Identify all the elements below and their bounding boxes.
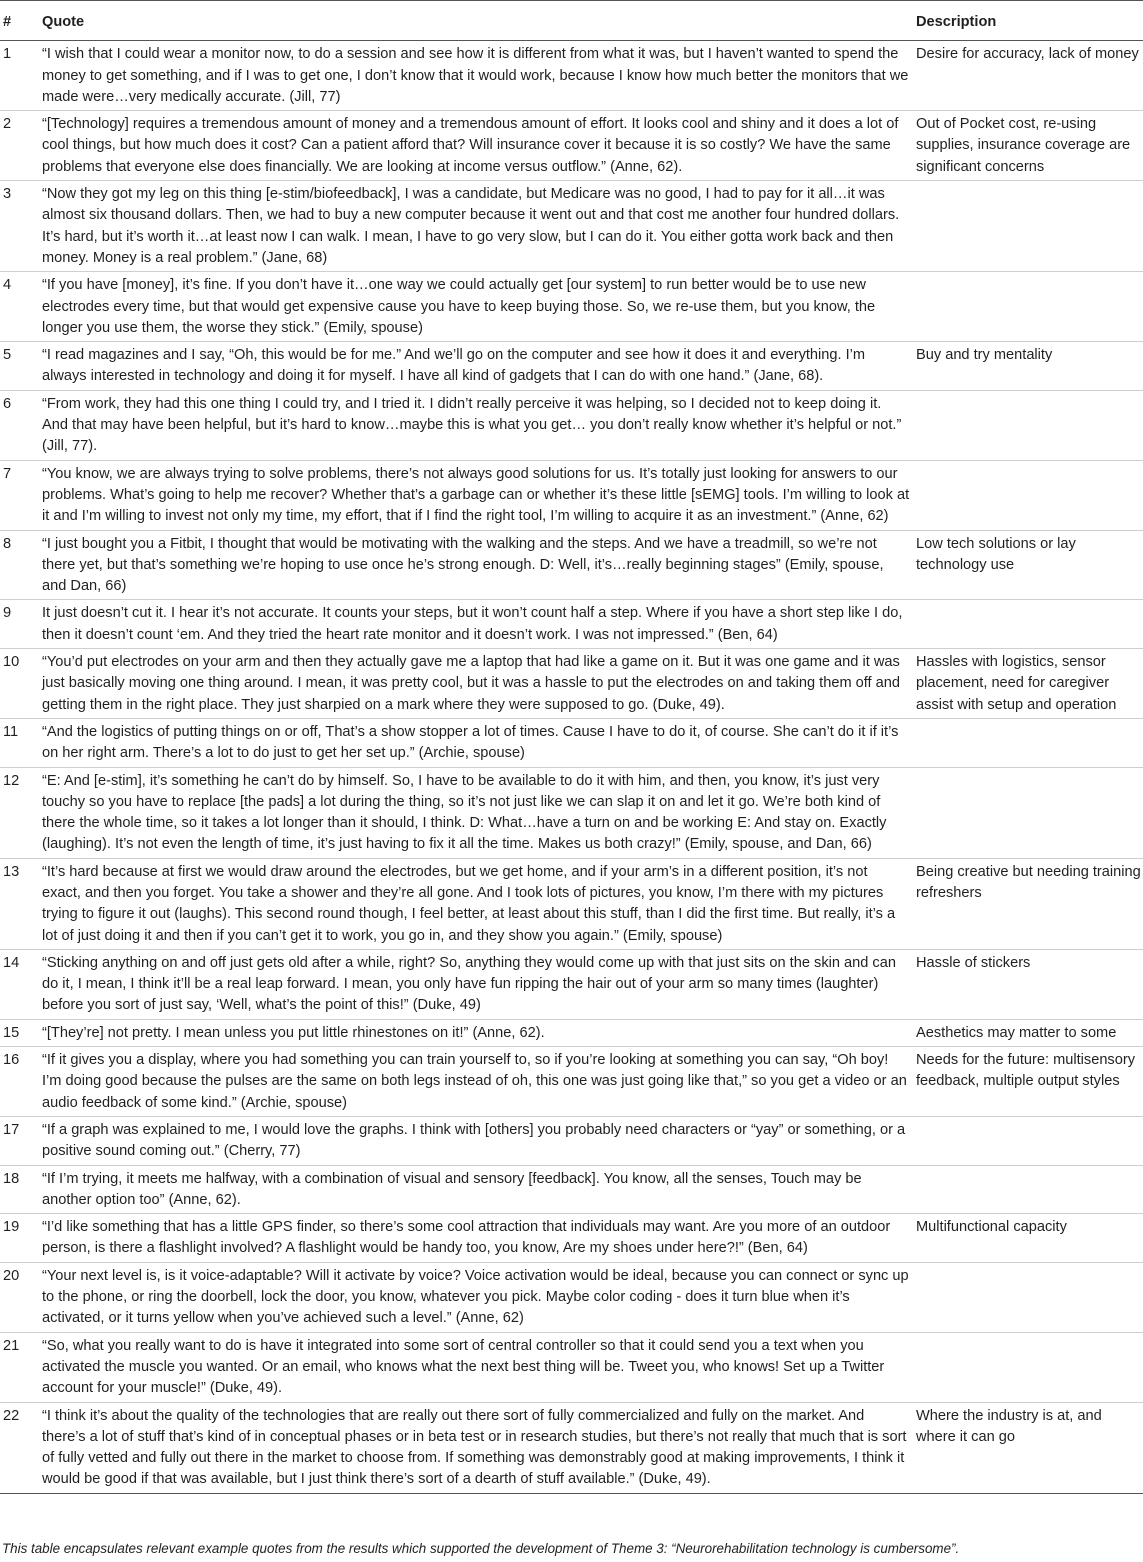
- row-description: Aesthetics may matter to some: [916, 1024, 1117, 1041]
- table-row: [0, 41, 1143, 111]
- table-row: [0, 600, 1143, 649]
- table-row: [0, 390, 1143, 460]
- row-quote: “If I’m trying, it meets me halfway, with a combination of visual and sensory [feedback]. You know, all the senses, Touch may be another option too” (Anne, 62).: [42, 1170, 862, 1208]
- row-number: 1: [3, 46, 12, 63]
- table-row: [0, 1165, 1143, 1214]
- row-quote: “Now they got my leg on this thing [e-stim/biofeedback], I was a candidate, but Medicare was no good, I had to pay for it all…it was almost six thousand dollars. Then, we had to buy a new computer because it went out and that cost me another four hundred dollars. It’s hard, but it’s worth it…at least now I can walk. I mean, I have to go very slow, but I can do it. You either gotta work back and then money. Money is a real problem.” (Jane, 68): [42, 186, 900, 266]
- row-number: 21: [3, 1337, 20, 1354]
- row-number: 9: [3, 605, 12, 622]
- row-description: Hassle of stickers: [916, 954, 1031, 971]
- row-quote: It just doesn’t cut it. I hear it’s not accurate. It counts your steps, but it won’t count half a step. Where if you have a short step like I do, then it doesn’t count ‘em. And they tried the heart rate monitor and it doesn’t work. I was not impressed.” (Ben, 64): [42, 605, 903, 643]
- table-row: [0, 342, 1143, 391]
- row-quote: “E: And [e-stim], it’s something he can’t do by himself. So, I have to be available to do it with him, and then, you know, it’s just very touchy so you have to replace [the pads] a lot during the thing, so it’s not just like we can slap it on and let it go. We’re both kind of there the whole time, so it takes a lot longer than it should, I think. D: What…have a turn on and be working E: And stay on. Exactly (laughing). It’s not even the length of time, it’s just having to fix it all the time. Makes us both crazy!” (Emily, spouse, and Dan, 66): [42, 772, 887, 853]
- header-number: #: [3, 14, 12, 30]
- row-quote: “You’d put electrodes on your arm and then they actually gave me a laptop that had like a game on it. But it was one game and it was just basically moving one thing around. I mean, it was pretty cool, but it was a hassle to put the electrodes on and taking them off and getting them in the right place. They just sharpied on a mark where they were supposed to go. (Duke, 49).: [42, 654, 901, 713]
- table-row: [0, 1402, 1143, 1493]
- table-row: [0, 1019, 1143, 1046]
- table-row: [0, 460, 1143, 530]
- row-quote: “From work, they had this one thing I could try, and I tried it. I didn’t really perceive it was helping, so I decided not to keep doing it. And that may have been helpful, but it’s hard to know…maybe this is what you get… you don’t really know whether it’s helpful or not.” (Jill, 77).: [42, 395, 902, 455]
- row-quote: “I think it’s about the quality of the technologies that are really out there sort of fully commercialized and fully on the market. And there’s a lot of stuff that’s kind of in conceptual phases or in beta test or in research studies, but there’s not really that much that is sort of fully vetted and fully out there in the market to choose from. If something was demonstrably good at making improvements, I think it would be good if that was available, but I just think there’s sort of a dearth of stuff available.” (Duke, 49).: [42, 1407, 907, 1488]
- row-quote: “So, what you really want to do is have it integrated into some sort of central controller so that it could send you a text when you activated the muscle you wanted. Or an email, who knows what the next best thing will be. Tweet you, who knows! Set up a Twitter account for your muscle!” (Duke, 49).: [42, 1337, 885, 1397]
- table-row: [0, 1262, 1143, 1332]
- row-quote: “Your next level is, is it voice-adaptable? Will it activate by voice? Voice activation would be ideal, because you can connect or sync up to the phone, or ring the doorbell, lock the door, you know, whatever you pick. Maybe color coding - does it turn blue when it’s activated, or it turns yellow when you’ve achieved such a level.” (Anne, 62): [42, 1267, 909, 1327]
- table-row: [0, 272, 1143, 342]
- row-number: 14: [3, 954, 20, 971]
- row-number: 18: [3, 1170, 20, 1187]
- row-number: 7: [3, 465, 12, 482]
- table-row: [0, 1332, 1143, 1402]
- row-description: Where the industry is at, and where it can go: [916, 1407, 1102, 1445]
- row-description: [916, 460, 1143, 530]
- row-quote: “It’s hard because at first we would draw around the electrodes, but we get home, and if your arm’s in a different position, it’s not exact, and then you forget. You take a shower and they’re all gone. And I took lots of pictures, you know, I’m there with my pictures trying to figure it out (laughs). This second round though, I feel better, at least about this stuff, than I did the first time. But really, it’s a lot of just doing it and then if you can’t get it to work, you go in, and they show you again.” (Emily, spouse): [42, 863, 896, 944]
- row-number: 2: [3, 116, 12, 133]
- header-description: Description: [916, 14, 997, 30]
- row-quote: “I just bought you a Fitbit, I thought that would be motivating with the walking and the steps. And we have a treadmill, so we’re not there yet, but that’s something we’re hoping to use once he’s strong enough. D: Well, it’s…really beginning stages” (Emily, spouse, and Dan, 66): [42, 535, 884, 595]
- table-header-row: [0, 1, 1143, 41]
- table-row: [0, 949, 1143, 1019]
- row-quote: “I wish that I could wear a monitor now, to do a session and see how it is different from what it was, but I haven’t wanted to spend the money to get something, and if I was to get one, I don’t know that it would work, because I know how much better the monitors that we made were…very medically accurate. (Jill, 77): [42, 46, 909, 105]
- row-number: 13: [3, 863, 20, 880]
- row-number: 6: [3, 395, 12, 412]
- table-row: [0, 181, 1143, 272]
- row-quote: “I read magazines and I say, “Oh, this would be for me.” And we’ll go on the computer and see how it does it and everything. I’m always interested in technology and doing it for myself. I have all kind of gadgets that I can do with one hand.” (Jane, 68).: [42, 347, 866, 385]
- table-row: [0, 1047, 1143, 1117]
- row-number: 12: [3, 772, 20, 789]
- row-quote: “[Technology] requires a tremendous amount of money and a tremendous amount of effort. It looks cool and shiny and it does a lot of cool things, but how much does it cost? Can a patient afford that? Will insurance cover it because it is so costly? We have the same problems that everyone else does financially. We are looking at income versus outflow.” (Anne, 62).: [42, 116, 899, 175]
- row-number: 20: [3, 1267, 20, 1284]
- row-number: 8: [3, 535, 12, 552]
- row-number: 11: [3, 723, 19, 740]
- table-row: [0, 767, 1143, 858]
- table-row: [0, 858, 1143, 949]
- row-quote: “If it gives you a display, where you had something you can train yourself to, so if you’re looking at something you can say, “Oh boy! I’m doing good because the pulses are the same on both legs instead of oh, this one was just going like that,” so you get a video or an audio feedback of some kind.” (Archie, spouse): [42, 1052, 907, 1111]
- row-description: [916, 272, 1143, 342]
- row-description: [916, 181, 1143, 272]
- row-description: [916, 1116, 1143, 1165]
- row-number: 17: [3, 1121, 20, 1138]
- row-number: 22: [3, 1407, 20, 1424]
- row-quote: “If you have [money], it’s fine. If you don’t have it…one way we could actually get [our system] to run better would be to use new electrodes every time, but that would get expensive cause you have to keep buying those. So, we re-use them, but you know, the longer you use them, the worse they stick.” (Emily, spouse): [42, 277, 876, 336]
- row-description: [916, 390, 1143, 460]
- row-description: Being creative but needing training refreshers: [916, 863, 1141, 901]
- row-number: 16: [3, 1052, 20, 1069]
- table-body: [0, 41, 1143, 1493]
- row-description: Out of Pocket cost, re-using supplies, insurance coverage are significant concerns: [916, 116, 1131, 175]
- row-description: [916, 1262, 1143, 1332]
- row-quote: “Sticking anything on and off just gets old after a while, right? So, anything they would come up with that just sits on the skin and can do it, I mean, I think it’ll be a real leap forward. I mean, you only have fun ripping the hair out of your arm so many times (laughter) before you sort of just say, ‘Well, what’s the point of this!” (Duke, 49): [42, 954, 896, 1014]
- row-quote: “If a graph was explained to me, I would love the graphs. I think with [others] you probably need characters or “yay” or something, or a positive sound coming out.” (Cherry, 77): [42, 1121, 906, 1160]
- row-number: 5: [3, 347, 12, 364]
- row-description: [916, 718, 1143, 767]
- row-number: 15: [3, 1024, 20, 1041]
- table-row: [0, 649, 1143, 719]
- row-number: 10: [3, 654, 20, 671]
- row-quote: “You know, we are always trying to solve problems, there’s not always good solutions for us. It’s totally just looking for answers to our problems. What’s going to help me recover? Whether that’s a garbage can or whether it’s these little [sEMG] tools. I’m willing to look at it and I’m willing to invest not only my time, my effort, that if I find the right tool, I’m willing to acquire it as an investment.” (Anne, 62): [42, 465, 910, 525]
- row-description: Hassles with logistics, sensor placement, need for caregiver assist with setup and operation: [916, 654, 1117, 713]
- row-number: 4: [3, 277, 12, 294]
- table-row: [0, 530, 1143, 600]
- row-description: [916, 600, 1143, 649]
- row-description: Desire for accuracy, lack of money: [916, 46, 1139, 63]
- table-row: [0, 111, 1143, 181]
- row-description: [916, 767, 1143, 858]
- row-quote: “And the logistics of putting things on or off, That’s a show stopper a lot of times. Cause I have to do it, of course. She can’t do it if it’s on her right arm. There’s a lot to do just to get her set up.” (Archie, spouse): [42, 723, 899, 762]
- row-description: Buy and try mentality: [916, 347, 1053, 364]
- row-number: 3: [3, 186, 12, 203]
- row-description: Low tech solutions or lay technology use: [916, 535, 1076, 573]
- table-footnote: This table encapsulates relevant example quotes from the results which supported the development of Theme 3: “Neurorehabilitation technology is cumbersome”.: [2, 1541, 960, 1556]
- table-row: [0, 718, 1143, 767]
- row-quote: “I’d like something that has a little GPS finder, so there’s some cool attraction that individuals may want. Are you more of an outdoor person, is there a flashlight involved? A flashlight would be handy too, you know, Are my shoes under here?!” (Ben, 64): [42, 1219, 891, 1257]
- row-description: Needs for the future: multisensory feedback, multiple output styles: [916, 1052, 1136, 1090]
- header-quote: Quote: [42, 14, 85, 30]
- table-row: [0, 1214, 1143, 1263]
- row-number: 19: [3, 1219, 20, 1236]
- row-description: Multifunctional capacity: [916, 1219, 1067, 1236]
- row-quote: “[They’re] not pretty. I mean unless you put little rhinestones on it!” (Anne, 62).: [42, 1024, 545, 1041]
- row-description: [916, 1165, 1143, 1214]
- row-description: [916, 1332, 1143, 1402]
- table-row: [0, 1116, 1143, 1165]
